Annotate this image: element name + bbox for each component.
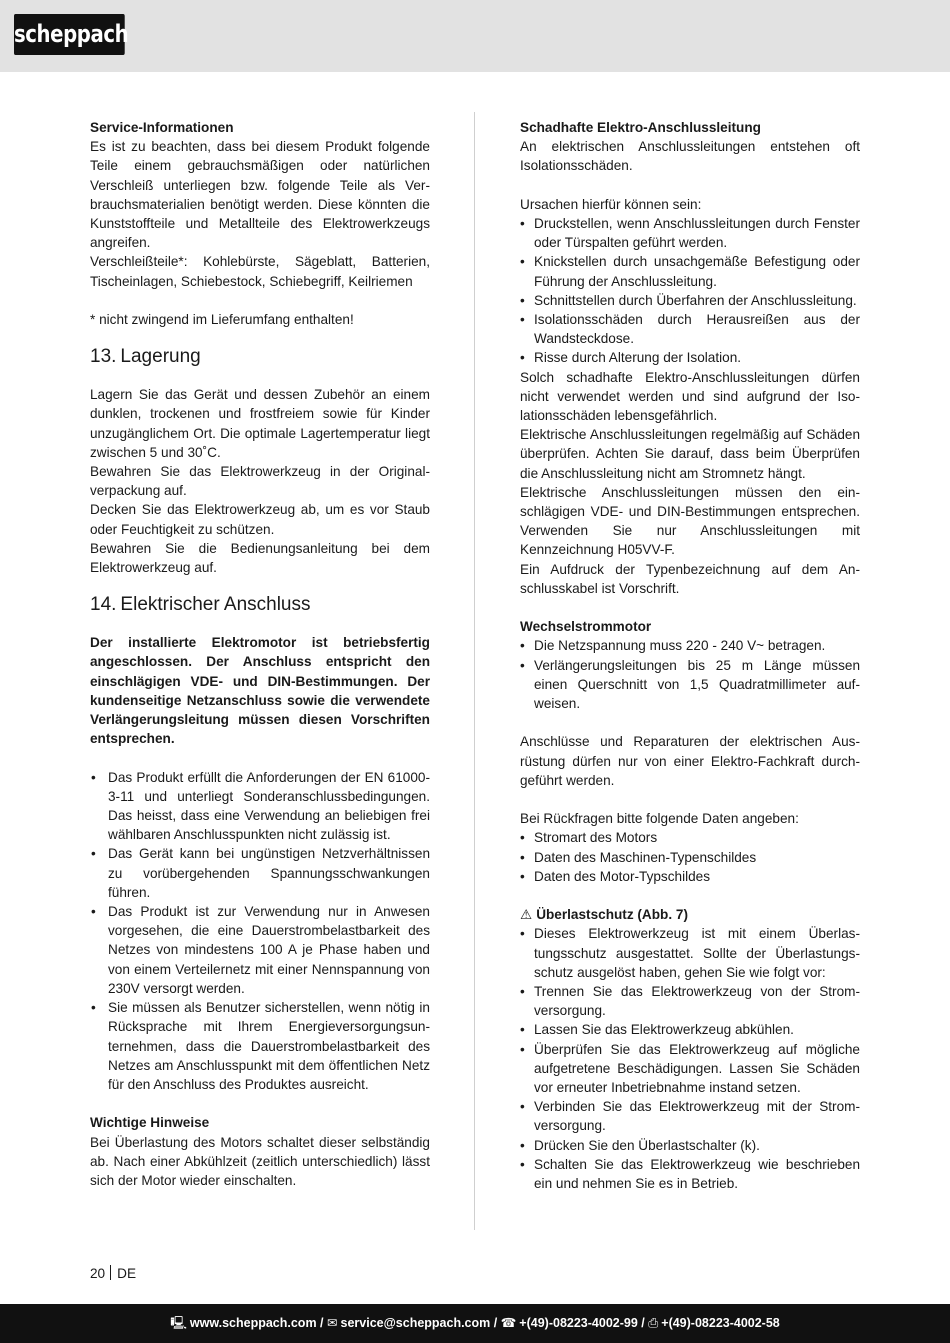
list-item: • Isolationsschäden durch Herausreißen aus der Wandsteckdose. [520, 312, 860, 347]
footer-separator: / [641, 1316, 645, 1330]
list-item: • Stromart des Motors [520, 830, 658, 846]
hints-text: Bei Überlastung des Motors schaltet dieser selbständig ab. Nach einer Abkühlzeit (zeitlich unterschiedlich) lässt sich der Motor wieder einschalten. [90, 1134, 430, 1188]
page-language: DE [117, 1266, 137, 1281]
mail-icon: ✉ [327, 1316, 338, 1330]
email-link[interactable]: service@scheppach.com [340, 1316, 491, 1330]
left-column [90, 118, 430, 1190]
list-item: • Risse durch Alterung der Isolation. [520, 350, 742, 366]
hints-heading: Wichtige Hinweise [90, 1115, 210, 1131]
electric-notice: Der installierte Elektromotor ist betriebsfertig angeschlossen. Der Anschluss entspricht den einschlägigen VDE- und DIN-Bestimmungen. Der kundenseitige Netzanschluss sowie die verwendete Verlängerungsleitung müssen diesen Vorschriften entsprechen. [90, 635, 430, 747]
list-item: • Das Produkt erfüllt die Anforderungen der EN 61000-3-11 und unterliegt Sonderanschlussbedingungen. Das heisst, dass eine Verwendung an beliebigen frei wählbaren Anschlusspunkten nicht zulässig ist. [91, 769, 430, 843]
section-13-title [90, 345, 430, 369]
storage-paragraph-1: Lagern Sie das Gerät und dessen Zubehör an einem dunklen, trockenen und frostfreiem sowie für Kinder unzugänglichem Ort. Die optimale Lagertemperatur liegt zwischen 5 und 30˚C. [90, 387, 430, 460]
scheppach-logo: scheppach [14, 14, 125, 55]
list-item: • Sie müssen als Benutzer sicherstellen, wenn nötig in Rücksprache mit Ihrem Energieversorgungsunternehmen, dass die Dauerstrombelastbarkeit des Netzes am Anschlusspunkt mit dem öffentlichen Netz für den Anschluss des Produktes ausreicht. [91, 1000, 430, 1092]
header-bar [0, 0, 950, 72]
ac-motor-heading: Wechselstrommotor [520, 619, 652, 635]
query-list [520, 828, 860, 886]
section-13-number: 13. [90, 346, 117, 368]
cable-paragraph-1: Solch schadhafte Elektro-Anschlussleitungen dürfen nicht verwendet werden und sind aufgrund der Isolationsschäden lebensgefährlich. [520, 369, 860, 424]
list-item: • Verlängerungsleitungen bis 25 m Länge müssen einen Querschnitt von 1,5 Quadratmillimeter aufweisen. [520, 657, 860, 712]
list-item: • Verbinden Sie das Elektrowerkzeug mit der Stromversorgung. [520, 1099, 860, 1134]
phone-icon: ☎ [500, 1316, 517, 1330]
storage-paragraph-2: Bewahren Sie das Elektrowerkzeug in der Originalverpackung auf. [90, 464, 430, 499]
cable-intro: An elektrischen Anschlussleitungen entstehen oft Isolationsschäden. [520, 139, 860, 174]
causes-list [520, 214, 860, 368]
footnote: * nicht zwingend im Lieferumfang enthalten! [90, 312, 354, 328]
storage-paragraph-3: Decken Sie das Elektrowerkzeug ab, um es vor Staub oder Feuchtigkeit zu schützen. [90, 502, 430, 537]
query-intro: Bei Rückfragen bitte folgende Daten angeben: [520, 811, 799, 827]
page-separator [110, 1265, 111, 1280]
cable-paragraph-4: Ein Aufdruck der Typenbezeichnung auf dem Anschlusskabel ist Vorschrift. [520, 561, 860, 596]
cable-paragraph-3: Elektrische Anschlussleitungen müssen den einschlägigen VDE- und DIN-Bestimmungen entsprechen. Verwenden Sie nur Anschlussleitungen mit Kennzeichnung H05VV-F. [520, 484, 860, 558]
section-13-label: Lagerung [120, 346, 201, 368]
repair-text: Anschlüsse und Reparaturen der elektrischen Ausrüstung dürfen nur von einer Elektro-Fachkraft durchgeführt werden. [520, 734, 860, 788]
list-item: • Schnittstellen durch Überfahren der Anschlussleitung. [520, 292, 857, 308]
warning-icon: ⚠ [520, 907, 533, 923]
list-item: • Lassen Sie das Elektrowerkzeug abkühlen. [520, 1022, 794, 1038]
fax-number: +(49)-08223-4002-58 [661, 1316, 780, 1330]
service-heading: Service-Informationen [90, 120, 234, 135]
list-item: • Daten des Maschinen-Typenschildes [520, 849, 757, 865]
list-item: • Druckstellen, wenn Anschlussleitungen durch Fenster oder Türspalten geführt werden. [520, 216, 860, 251]
right-column [520, 118, 860, 1193]
list-item: • Drücken Sie den Überlastschalter (k). [520, 1137, 760, 1153]
overload-heading [520, 905, 860, 924]
footer-separator: / [320, 1316, 324, 1330]
cable-paragraph-2: Elektrische Anschlussleitungen regelmäßig auf Schäden überprüfen. Achten Sie darauf, dass beim Überprüfen die Anschlussleitung nicht am Stromnetz hängt. [520, 427, 860, 481]
cable-heading: Schadhafte Elektro-Anschlussleitung [520, 120, 761, 135]
list-item: • Daten des Motor-Typschildes [520, 868, 711, 884]
service-text: Es ist zu beachten, dass bei diesem Produkt folgende Teile einem gebrauchsmäßigen oder natürlichen Verschleiß unterliegen bzw. folgende Teile als Verbrauchsmaterialien benötigt werden. Diese könnten die Kunststoffteile und Metallteile des Elektrowerkzeugs angreifen. [90, 139, 430, 251]
section-14-number: 14. [90, 594, 117, 616]
list-item: • Schalten Sie das Elektrowerkzeug wie beschrieben ein und nehmen Sie es in Betrieb. [520, 1156, 860, 1192]
ac-motor-list [520, 636, 860, 713]
column-divider [474, 112, 475, 1230]
list-item: • Trennen Sie das Elektrowerkzeug von der Stromversorgung. [520, 984, 860, 1019]
footer-separator: / [493, 1316, 498, 1330]
storage-paragraph-4: Bewahren Sie die Bedienungsanleitung bei dem Elektrowerkzeug auf. [90, 540, 430, 576]
page-number: 20 [90, 1266, 106, 1281]
list-item: • Das Gerät kann bei ungünstigen Netzverhältnissen zu vorübergehenden Spannungsschwankungen führen. [91, 846, 430, 900]
causes-intro: Ursachen hierfür können sein: [520, 196, 702, 212]
list-item: • Dieses Elektrowerkzeug ist mit einem Überlastungsschutz ausgestattet. Sollte der Überlastungsschutz ausgelöst haben, gehen Sie wie folgt vor: [520, 926, 860, 980]
wear-parts-text: Verschleißteile*: Kohlebürste, Sägeblatt, Batterien, Tischeinlagen, Schiebestock, Schiebegriff, Keilriemen [90, 254, 430, 289]
list-item: • Knickstellen durch unsachgemäße Befestigung oder Führung der Anschlussleitung. [520, 254, 860, 289]
list-item: • Überprüfen Sie das Elektrowerkzeug auf mögliche aufgetretene Beschädigungen. Lassen Sie Schäden vor erneuter Inbetriebnahme instand setzen. [520, 1041, 860, 1096]
phone-number: +(49)-08223-4002-99 [519, 1316, 638, 1330]
section-14-title [90, 593, 430, 617]
section-14-label: Elektrischer Anschluss [120, 594, 311, 616]
website-link[interactable]: www.scheppach.com [189, 1316, 317, 1330]
fax-icon: ⎙ [648, 1316, 659, 1330]
list-item: • Die Netzspannung muss 220 - 240 V~ betragen. [520, 638, 826, 654]
electric-bullet-list [90, 768, 430, 1094]
page-number-area [90, 1264, 136, 1283]
overload-heading-label: Überlastschutz (Abb. 7) [536, 907, 689, 923]
overload-list [520, 924, 860, 1193]
computer-icon: 🖳 [170, 1316, 187, 1330]
footer-contact-bar [0, 1304, 950, 1343]
list-item: • Das Produkt ist zur Verwendung nur in Anwesen vorgesehen, die eine Dauerstrombelastbarkeit des Netzes von mindestens 100 A je Phase haben und von einem Verteilernetz mit einer Nennspannung von 230V versorgt werden. [91, 904, 430, 996]
